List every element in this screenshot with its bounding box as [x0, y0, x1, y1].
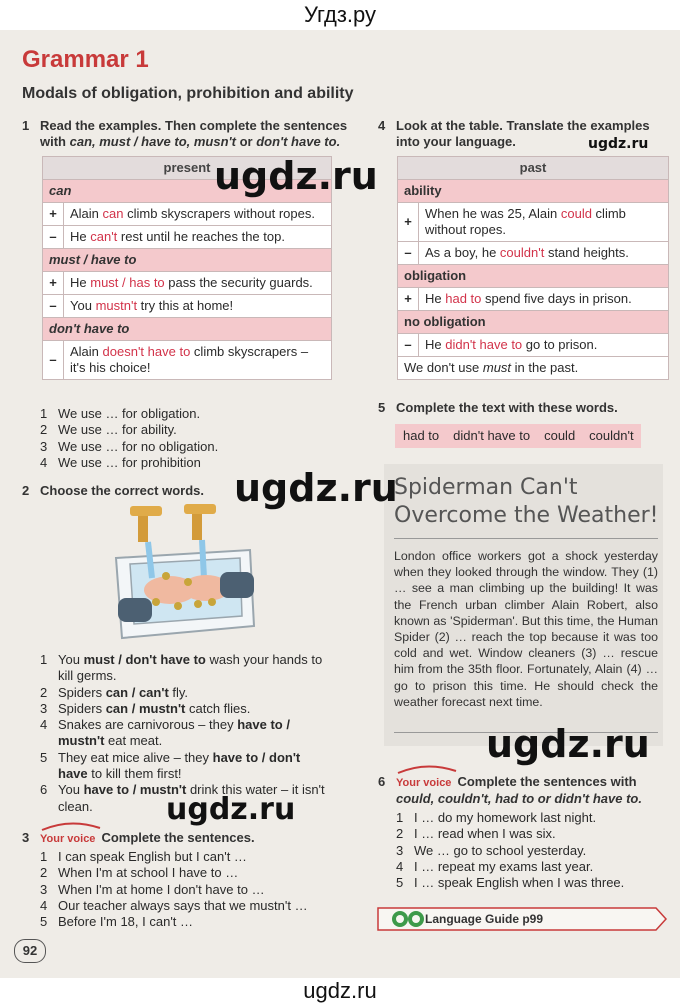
instruction-line: Complete the text with these words.: [396, 400, 618, 415]
page-title: Grammar 1: [22, 46, 149, 73]
exercise-6-instructions: [378, 774, 678, 807]
table-row: [398, 288, 669, 311]
instruction-keywords: don't have to.: [256, 134, 341, 149]
watermark: ugdz.ru: [214, 154, 378, 198]
word-option: had to: [403, 428, 440, 443]
list-item: 5 Before I'm 18, I can't …: [40, 914, 194, 930]
list-item: 6 You have to / mustn't drink this water – it isn't: [40, 782, 325, 798]
list-item: 5 They eat mice alive – they have to / don't: [40, 749, 301, 765]
list-item: 3 We use … for no obligation.: [40, 438, 219, 454]
exercise-number: 6: [378, 774, 386, 789]
example-cell: As a boy, he couldn't stand heights.: [419, 242, 669, 265]
example-cell: He had to spend five days in prison.: [419, 288, 669, 311]
your-voice-swoosh-icon: [396, 763, 460, 775]
highlighted-modal: must / has to: [90, 275, 165, 290]
table-header: past: [398, 157, 669, 180]
table-row: [43, 341, 332, 380]
example-cell: You mustn't try this at home!: [64, 295, 332, 318]
highlighted-modal: mustn't: [95, 298, 138, 313]
instruction-keywords: can, must / have to, musn't: [69, 134, 236, 149]
highlighted-modal: doesn't have to: [102, 344, 191, 359]
article-divider: [394, 538, 658, 539]
article-title: Spiderman Can't Overcome the Weather!: [394, 475, 659, 528]
instruction-keywords: could, couldn't, had to or didn't have to.: [396, 791, 642, 806]
instruction-line: Look at the table. Translate the examples: [396, 118, 650, 133]
highlighted-modal: had to: [445, 291, 482, 306]
sign-minus: –: [43, 226, 64, 249]
table-category: can: [43, 180, 332, 203]
exercise-number: 5: [378, 400, 386, 415]
your-voice-label: Your voice: [396, 777, 452, 789]
sign-minus: –: [398, 334, 419, 357]
sign-plus: +: [43, 203, 64, 226]
example-cell: Alain doesn't have to climb skyscrapers – it's his choice!: [64, 341, 332, 380]
list-item: 2 We use … for ability.: [40, 422, 177, 438]
list-item: 4 Snakes are carnivorous – they have to /: [40, 717, 290, 733]
exercise-1-instructions: [22, 118, 362, 150]
sign-plus: +: [398, 288, 419, 311]
list-item: 2 When I'm at school I have to …: [40, 865, 239, 881]
watermark: ugdz.ru: [234, 466, 398, 510]
word-option: didn't have to: [453, 428, 531, 443]
highlighted-modal: didn't have to: [445, 337, 523, 352]
site-footer: ugdz.ru: [303, 978, 377, 1003]
list-item: clean.: [58, 798, 93, 814]
instruction-line: into your language.: [396, 134, 516, 149]
table-row: [43, 272, 332, 295]
your-voice-label: Your voice: [40, 833, 96, 845]
watermark: ugdz.ru: [588, 136, 649, 152]
instruction-text: with: [40, 134, 70, 149]
exercise-number: 4: [378, 118, 386, 133]
article-text: London office workers got a shock yesterday when they looked through the window. They (1) … see a man climbing up the building! It was the French urban climber Alain Robert, also known as 'Spiderman'. But this time, the Human Spider (2) … reach the top because it was too cold and wet. Window cleaners (3) … rescue him from the 35th floor. Fortunately, Alain (4) … go to prison this time. He should check the weather forecast next time.: [394, 549, 658, 709]
table-row: [43, 203, 332, 226]
sign-plus: +: [398, 203, 419, 242]
word-option: could: [544, 428, 576, 443]
word-option: couldn't: [589, 428, 634, 443]
example-cell: He can't rest until he reaches the top.: [64, 226, 332, 249]
list-item: 1 I … do my homework last night.: [396, 810, 597, 825]
list-item: 4 We use … for prohibition: [40, 454, 201, 470]
highlighted-modal: can: [102, 206, 124, 221]
example-cell: When he was 25, Alain could climb without ropes.: [419, 203, 669, 242]
exercise-number: 2: [22, 483, 30, 498]
page-number: 92: [14, 939, 46, 963]
table-category: don't have to: [43, 318, 332, 341]
list-item: 1 I can speak English but I can't …: [40, 849, 247, 864]
exercise-number: 3: [22, 830, 30, 845]
list-item: 5 I … speak English when I was three.: [396, 875, 625, 891]
instruction-line: Read the examples. Then complete the sentences: [40, 118, 348, 133]
exercise-6-sentences: [396, 810, 624, 891]
table-category: ability: [398, 180, 669, 203]
highlighted-modal: could: [560, 206, 592, 221]
list-item: have to kill them first!: [58, 766, 182, 782]
list-item: 3 We … go to school yesterday.: [396, 842, 587, 858]
table-row: [398, 334, 669, 357]
table-note: We don't use must in the past.: [398, 357, 669, 380]
sign-minus: –: [43, 295, 64, 318]
watermark: ugdz.ru: [486, 722, 650, 766]
sign-minus: –: [398, 242, 419, 265]
instruction-line: Choose the correct words.: [40, 483, 204, 498]
instruction-text: or: [235, 134, 257, 149]
table-category: must / have to: [43, 249, 332, 272]
list-item: 1 We use … for obligation.: [40, 406, 201, 421]
example-cell: He must / has to pass the security guards.: [64, 272, 332, 295]
sign-minus: –: [43, 341, 64, 380]
table-header: present: [43, 157, 332, 180]
past-modals-table: [397, 156, 669, 380]
exercise-3-instructions: [22, 830, 255, 847]
site-header: Угдз.ру: [303, 2, 377, 27]
highlighted-modal: can't: [90, 229, 118, 244]
word-box: [395, 424, 641, 448]
list-item: 3 When I'm at home I don't have to …: [40, 881, 265, 897]
exercise-5-instructions: [378, 400, 618, 416]
list-item: 2 Spiders can / can't fly.: [40, 684, 189, 700]
instruction-line: Complete the sentences with: [457, 774, 637, 789]
list-item: 3 Spiders can / mustn't catch flies.: [40, 700, 251, 716]
exercise-1-sentences: [40, 406, 218, 471]
table-row: [398, 242, 669, 265]
instruction-line: Complete the sentences.: [101, 830, 255, 845]
your-voice-swoosh-icon: [40, 820, 104, 832]
exercise-2-sentences: [40, 652, 325, 815]
sign-plus: +: [43, 272, 64, 295]
list-item: 4 Our teacher always says that we mustn't …: [40, 897, 308, 913]
language-guide-link[interactable]: Language Guide p99: [425, 912, 544, 926]
page-subtitle: Modals of obligation, prohibition and ability: [22, 85, 354, 102]
exercise-2-instructions: [22, 483, 204, 499]
exercise-number: 1: [22, 118, 30, 133]
list-item: 1 You must / don't have to wash your hands to: [40, 652, 323, 667]
table-row: [43, 295, 332, 318]
example-cell: Alain can climb skyscrapers without ropes.: [64, 203, 332, 226]
table-row: [398, 203, 669, 242]
example-cell: He didn't have to go to prison.: [419, 334, 669, 357]
list-item: 2 I … read when I was six.: [396, 826, 556, 842]
list-item: kill germs.: [58, 668, 117, 684]
list-item: mustn't eat meat.: [58, 733, 163, 749]
watermark: ugdz.ru: [166, 792, 296, 827]
table-category: no obligation: [398, 311, 669, 334]
table-row: [43, 226, 332, 249]
table-category: obligation: [398, 265, 669, 288]
list-item: 4 I … repeat my exams last year.: [396, 858, 594, 874]
exercise-3-sentences: [40, 849, 308, 930]
hand-washing-illustration: [108, 498, 258, 643]
highlighted-modal: couldn't: [499, 245, 545, 260]
